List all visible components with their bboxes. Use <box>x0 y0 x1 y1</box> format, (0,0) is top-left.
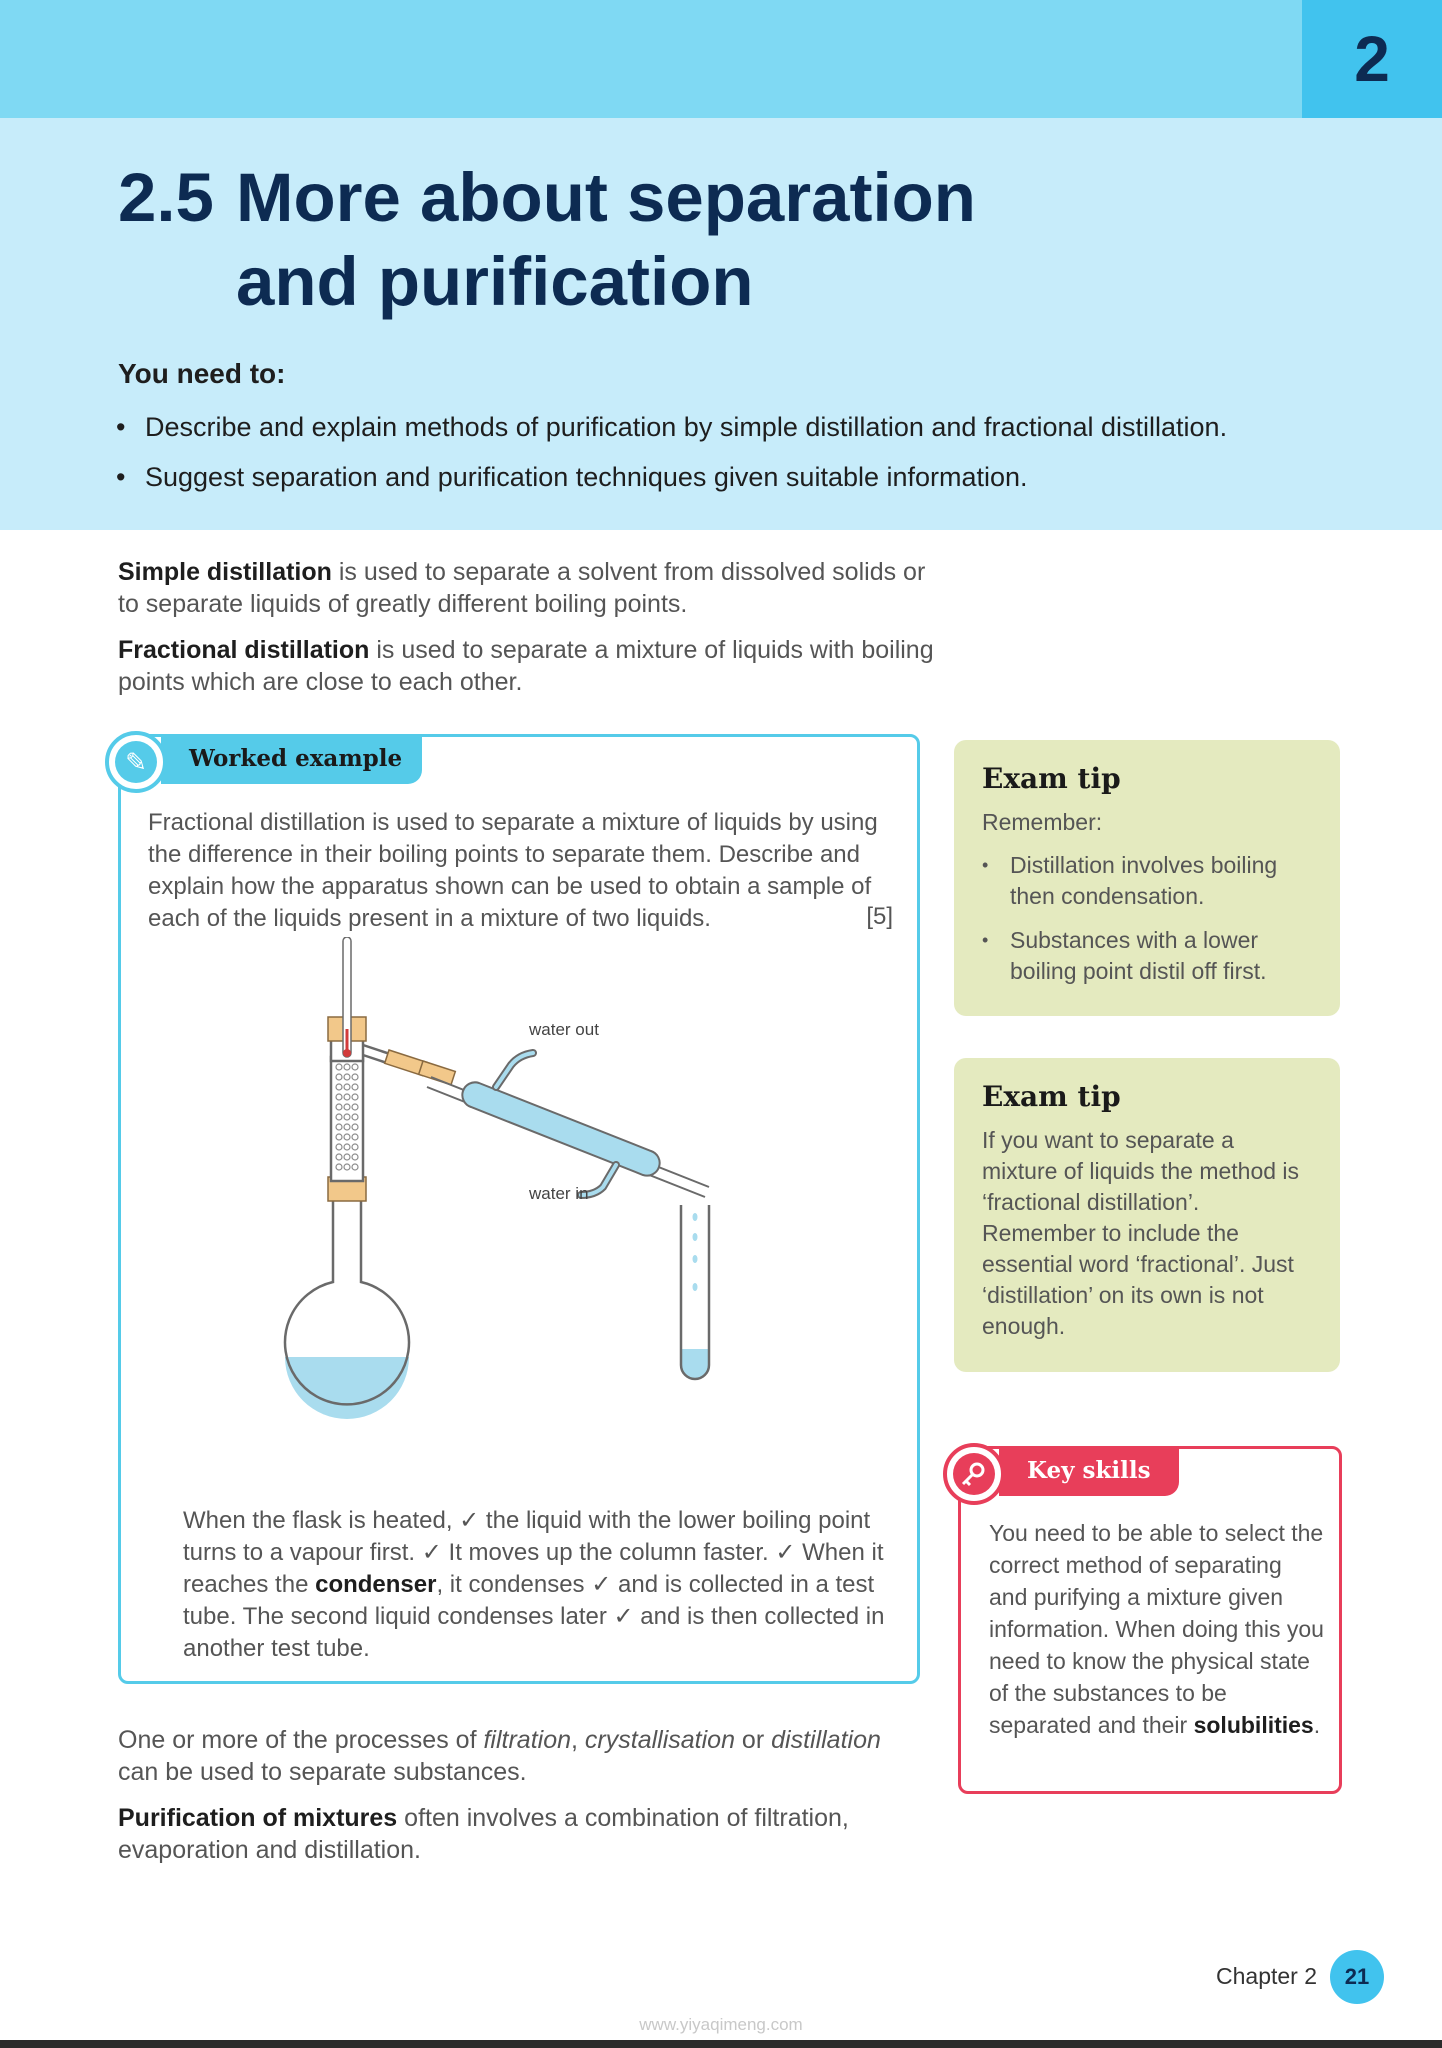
intro-text: is used to separate a solvent from dissolved solids or to separate liquids of greatly different boiling points. <box>118 558 926 618</box>
outro-text: can be used to separate substances. <box>118 1758 527 1786</box>
page-title <box>118 156 976 324</box>
page-number-badge: 21 <box>1330 1950 1384 2004</box>
condenser-jacket <box>462 1082 659 1175</box>
key-skills-end: . <box>1313 1712 1321 1738</box>
outro-processes <box>118 1724 918 1788</box>
objectives-list <box>116 411 1227 511</box>
top-banner <box>0 0 1442 118</box>
term-simple-distillation: Simple distillation <box>118 558 332 586</box>
outro-text: One or more of the processes of <box>118 1726 484 1754</box>
section-number: 2.5 <box>118 159 214 236</box>
marks-label: [5] <box>866 903 893 930</box>
condensate-drops <box>693 1213 698 1291</box>
exam-tip-item: • Substances with a lower boiling point distil off first. <box>982 925 1312 987</box>
answer-text <box>183 1505 903 1665</box>
key-skills-tab: Key skills <box>999 1446 1179 1496</box>
exam-tip-2 <box>954 1058 1340 1372</box>
exam-tip-item: • Distillation involves boiling then condensation. <box>982 850 1312 912</box>
answer-part: When the flask is heated, ✓ the liquid with the lower boiling point turns to a vapour first. ✓ It moves up the column faster. ✓ When it reaches the <box>183 1507 884 1598</box>
worked-example-tab: Worked example <box>161 734 422 784</box>
key-skills-text <box>989 1517 1325 1741</box>
exam-tip-1 <box>954 740 1340 1016</box>
outro-purification <box>118 1802 918 1866</box>
term-condenser: condenser <box>315 1571 437 1598</box>
term-distillation: distillation <box>771 1726 881 1754</box>
intro-simple-distillation <box>118 556 938 620</box>
key-icon <box>943 1443 1005 1505</box>
key-skills-box <box>958 1446 1342 1794</box>
chapter-tab: 2 <box>1302 0 1442 118</box>
worked-example-box <box>118 734 920 1684</box>
fractional-distillation-diagram <box>271 937 711 1497</box>
term-solubilities: solubilities <box>1193 1712 1314 1738</box>
outro-text: often involves a combination of filtration, evaporation and distillation. <box>118 1804 849 1864</box>
pencil-icon: ✎ <box>105 731 167 793</box>
term-purification-of-mixtures: Purification of mixtures <box>118 1804 398 1832</box>
objectives-heading: You need to: <box>118 358 286 389</box>
exam-tip-intro: Remember: <box>982 809 1103 835</box>
title-line-2: and purification <box>236 243 754 320</box>
outro-text: or <box>734 1726 772 1754</box>
term-filtration: filtration <box>483 1726 572 1754</box>
key-skills-body: You need to be able to select the correct method of separating and purifying a mixture given information. When doing this you need to know the physical state of the substances to be separated and their <box>989 1520 1324 1738</box>
question-text: Fractional distillation is used to separate a mixture of liquids by using the difference in their boiling points to separate them. Describe and explain how the apparatus shown can be used to obtain a sample of each of the liquids present in a mixture of two liquids. <box>148 809 878 932</box>
footer-chapter-label: Chapter 2 <box>1216 1963 1318 1989</box>
exam-tip-list <box>982 850 1312 987</box>
watermark: www.yiyaqimeng.com <box>639 2015 803 2034</box>
label-water-out: water out <box>529 1020 599 1039</box>
intro-text: is used to separate a mixture of liquids with boiling points which are close to each other. <box>118 636 934 696</box>
exam-tip-title: Exam tip <box>982 762 1121 795</box>
term-fractional-distillation: Fractional distillation <box>118 636 370 664</box>
exam-tip-text: If you want to separate a mixture of liquids the method is ‘fractional distillation’. Remember to include the essential word ‘fractional’. Just ‘distillation’ on its own is not enough. <box>982 1127 1300 1339</box>
answer-part: , it condenses ✓ and is collected in a test tube. The second liquid condenses later ✓ and is then collected in another test tube. <box>183 1571 885 1662</box>
intro-fractional-distillation <box>118 634 938 698</box>
objective-item: • Suggest separation and purification techniques given suitable information. <box>116 461 1227 493</box>
outro-text: , <box>571 1726 585 1754</box>
condenser-connector <box>385 1050 456 1085</box>
exam-tip-title: Exam tip <box>982 1080 1121 1113</box>
objective-item: • Describe and explain methods of purification by simple distillation and fractional distillation. <box>116 411 1227 443</box>
title-line-1: More about separation <box>236 159 976 236</box>
section-header <box>0 118 1442 530</box>
term-crystallisation: crystallisation <box>584 1726 735 1754</box>
label-water-in: water in <box>529 1184 589 1203</box>
bottom-border <box>0 2040 1442 2048</box>
